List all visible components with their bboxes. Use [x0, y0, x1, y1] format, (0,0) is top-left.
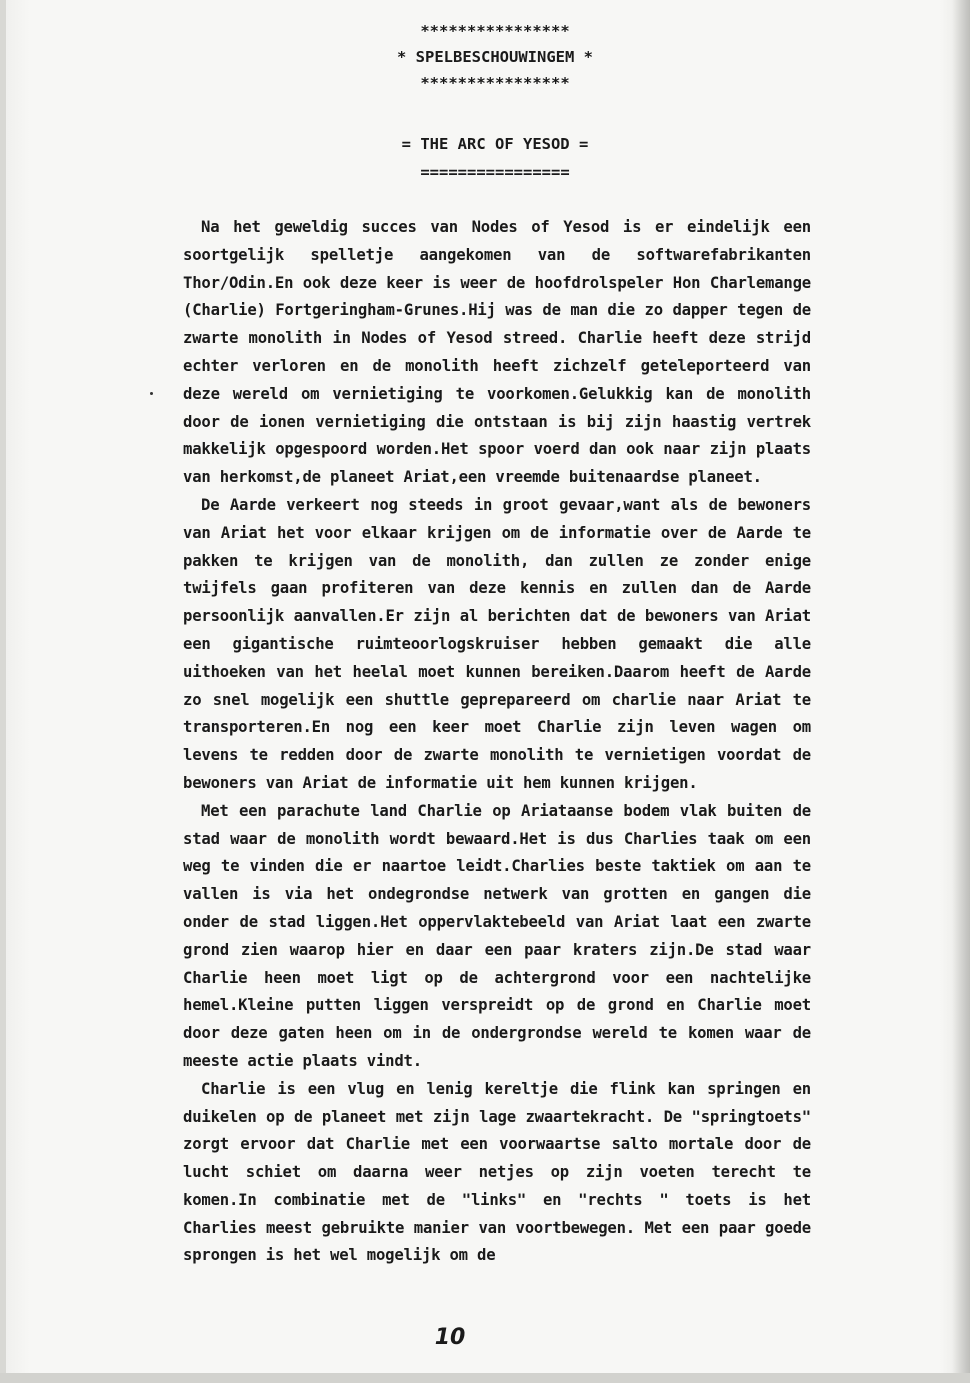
header-stars-top: ****************	[420, 22, 570, 40]
paragraph: Charlie is een vlug en lenig kereltje die flink kan springen en duikelen op de planeet met zijn lage zwaartekracht. De "springtoets" zorgt ervoor dat Charlie met een voorwaartse salto mortale door de lucht schiet om daarna weer netjes op zijn voeten terecht te komen.In combinatie met de "links" en "rechts " toets is het Charlies meest gebruikte manier van voortbewegen. Met een paar goede sprongen is het wel mogelijk om de	[183, 1079, 811, 1265]
article-body	[183, 214, 811, 1270]
page-number: 10	[434, 1325, 466, 1350]
article-title-block	[370, 130, 620, 186]
page-right-shadow	[952, 0, 970, 1383]
page-bottom-edge	[0, 1373, 970, 1383]
page-left-edge	[0, 0, 6, 1383]
article-title: = THE ARC OF YESOD =	[401, 135, 589, 153]
paragraph: Na het geweldig succes van Nodes of Yesod is er eindelijk een soortgelijk spelletje aangekomen van de softwarefabrikanten Thor/Odin.En ook deze keer is weer de hoofdrolspeler Hon Charlemange (Charlie) Fortgeringham-Grunes.Hij was de man die zo dapper tegen de zwarte monolith in Nodes of Yesod streed. Charlie heeft deze strijd echter verloren en de monolith heeft zichzelf geteleporteerd van deze wereld om vernietiging te voorkomen.Gelukkig kan de monolith door de ionen vernietiging die ontstaan is bij zijn haastig vertrek makkelijk opgespoord worden.Het spoor voerd dan ook naar zijn plaats van herkomst,de planeet Ariat,een vreemde buitenaardse planeet.	[183, 218, 811, 487]
header-stars-bottom: ****************	[420, 74, 570, 92]
section-header	[380, 18, 610, 96]
paper-speck	[150, 392, 153, 395]
paragraph: De Aarde verkeert nog steeds in groot gevaar,want als de bewoners van Ariat het voor elkaar krijgen om de informatie over de Aarde te pakken te krijgen van de monolith, dan zullen ze zonder enige twijfels gaan profiteren van deze kennis en zullen dan de Aarde persoonlijk aanvallen.Er zijn al berichten dat de bewoners van Ariat een gigantische ruimteoorlogskruiser hebben gemaakt die alle uithoeken van het heelal moet kunnen bereiken.Daarom heeft de Aarde zo snel mogelijk een shuttle geprepareerd om charlie naar Ariat te transporteren.En nog een keer moet Charlie zijn leven wagen om levens te redden door de zwarte monolith te vernietigen voordat de bewoners van Ariat de informatie uit hem kunnen krijgen.	[183, 495, 811, 792]
header-section-title: * SPELBESCHOUWINGEM *	[397, 48, 593, 66]
paragraph: Met een parachute land Charlie op Ariataanse bodem vlak buiten de stad waar de monolith wordt bewaard.Het is dus Charlies taak om een weg te vinden die er naartoe leidt.Charlies beste taktiek om aan te vallen is via het ondegrondse netwerk van grotten en gangen die onder de stad liggen.Het oppervlaktebeeld van Ariat laat een zwarte grond zien waarop hier en daar een paar kraters zijn.De stad waar Charlie heen moet ligt op de achtergrond voor een nachtelijke hemel.Kleine putten liggen verspreidt op de grond en Charlie moet door deze gaten heen om in de ondergrondse wereld te komen waar de meeste actie plaats vindt.	[183, 801, 811, 1070]
article-title-underline: ================	[420, 163, 570, 181]
